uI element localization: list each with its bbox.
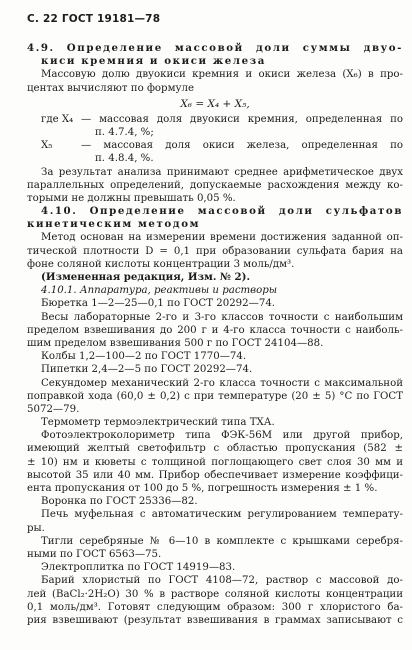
text-line-sec4101-title: 4.10.1. Аппаратура, реактивы и растворы	[41, 285, 278, 297]
definition-row	[27, 113, 403, 126]
definition-text: — массовая доля двуокиси кремния, определенная по	[81, 113, 403, 125]
definition-symbol: где X₄	[41, 113, 74, 125]
formula-definitions	[27, 113, 403, 166]
definition-symbol: X₅	[41, 140, 53, 152]
text-line-p-result-2: параллельных определений, допускаемые расхождения между ко-	[27, 179, 403, 191]
definition-reference: п. 4.7.4, %;	[95, 126, 154, 138]
text-line-item-bacl-1: Барий хлористый по ГОСТ 4108—72, раствор с массовой до-	[41, 575, 403, 587]
text-line-sec410-title-1: 4.10. Определение массовой доли сульфатов	[41, 205, 403, 218]
text-line-sec410-p1: Метод основан на измерении времени достижения заданной оп-	[41, 232, 403, 244]
text-line-item-bacl-3: 0,1 моль/дм³. Готовят следующим образом: 300 г хлористого ба-	[27, 601, 403, 613]
text-line-item-thermo: Термометр термоэлектрический типа ТХА.	[41, 417, 275, 429]
text-line-item-stove: Электроплитка по ГОСТ 14919—83.	[41, 562, 236, 574]
section-4-9-intro	[27, 42, 403, 95]
text-line-sec410-title-2: кинетическим методом	[27, 218, 201, 231]
text-line-item-stopwatch-1: Секундомер механический 2-го класса точности с максимальной	[41, 377, 403, 389]
text-line-item-photo-5: ента пропускания от 100 до 5 %, погрешность измерения ± 1 %.	[27, 483, 378, 494]
text-line-item-stopwatch-2: поправкой хода (60,0 ± 0,2) с при температуре (20 ± 5) °С по ГОСТ	[27, 390, 403, 402]
text-line-item-stopwatch-3: 5072—79.	[27, 403, 80, 415]
text-line-sec49-p2: центах вычисляют по формуле	[27, 82, 194, 94]
text-line-item-funnel: Воронка по ГОСТ 25336—82.	[41, 496, 198, 508]
text-line-sec49-title-1: 4.9. Определение массовой доли суммы двуо-	[27, 42, 403, 54]
definition-reference: п. 4.8.4, %.	[95, 153, 154, 165]
text-line-item-scales-1: Весы лабораторные 2-го и 3-го классов точности с наибольшим	[41, 311, 403, 323]
text-line-item-scales-2: пределом взвешивания до 200 г и 4-го класса точности с наиболь-	[27, 324, 403, 336]
text-line-item-crucibles-1: Тигли серебряные № 6—10 в комплекте с крышками серебря-	[41, 535, 403, 547]
text-line-item-bacl-4: рия взвешивают (результат взвешивания в граммах записывают с	[27, 614, 403, 626]
text-line-item-flasks: Колбы 1,2—100—2 по ГОСТ 1770—74.	[41, 351, 247, 363]
text-line-sec49-p1: Массовую долю двуокиси кремния и окиси железа (X₆) в про-	[41, 69, 403, 81]
text-line-item-scales-3: шим пределом взвешивания 500 г по ГОСТ 24104—88.	[27, 337, 324, 349]
text-line-sec49-title-2: киси кремния и окиси железа	[41, 55, 266, 68]
text-line-item-bacl-2: лей (BaCl₂·2H₂O) 30 % в растворе соляной кислоты концентрации	[27, 588, 403, 600]
page-body	[27, 42, 403, 627]
text-line-item-furnace-2: ры.	[27, 522, 45, 534]
text-line-item-furnace-1: Печь муфельная с автоматическим регулированием температу-	[41, 509, 403, 521]
text-line-item-photo-4: высотой 35 или 40 мм. Прибор обеспечивает измерение коэффици-	[27, 469, 403, 481]
text-line-item-photo-3: ± 10) нм и кюветы с толщиной поглощающего свет слоя 30 мм и	[27, 456, 403, 468]
text-line-p-result-1: За результат анализа принимают среднее арифметическое двух	[41, 166, 403, 178]
text-line-item-pipettes: Пипетки 2,4—2—5 по ГОСТ 20292—74.	[41, 364, 253, 376]
section-4-10-body	[27, 166, 403, 628]
text-line-item-crucibles-2: ными по ГОСТ 6563—75.	[27, 548, 162, 560]
definition-row	[27, 139, 403, 152]
text-line-sec410-p3: фоне соляной кислоты концентрации 3 моль/дм³.	[27, 258, 295, 270]
formula-x6: X₆ = X₄ + X₅,	[180, 97, 250, 110]
text-line-sec410-p2: тической плотности D = 0,1 при образовании сульфата бария на	[27, 245, 403, 257]
text-line-item-buret: Бюретка 1—2—25—0,1 по ГОСТ 20292—74.	[41, 298, 276, 310]
definition-text: — массовая доля окиси железа, определенная по	[81, 140, 403, 152]
text-line-p-result-3: торыми не должны превышать 0,05 %.	[27, 192, 236, 204]
page-header: С. 22 ГОСТ 19181—78	[27, 13, 161, 25]
text-line-item-photo-2: имеющий желтый светофильтр с областью пропускания (582 ±	[27, 443, 403, 455]
text-line-item-photo-1: Фотоэлектроколориметр типа ФЭК-56М или другой прибор,	[41, 430, 403, 442]
text-line-sec410-change: (Измененная редакция, Изм. № 2).	[41, 271, 251, 283]
